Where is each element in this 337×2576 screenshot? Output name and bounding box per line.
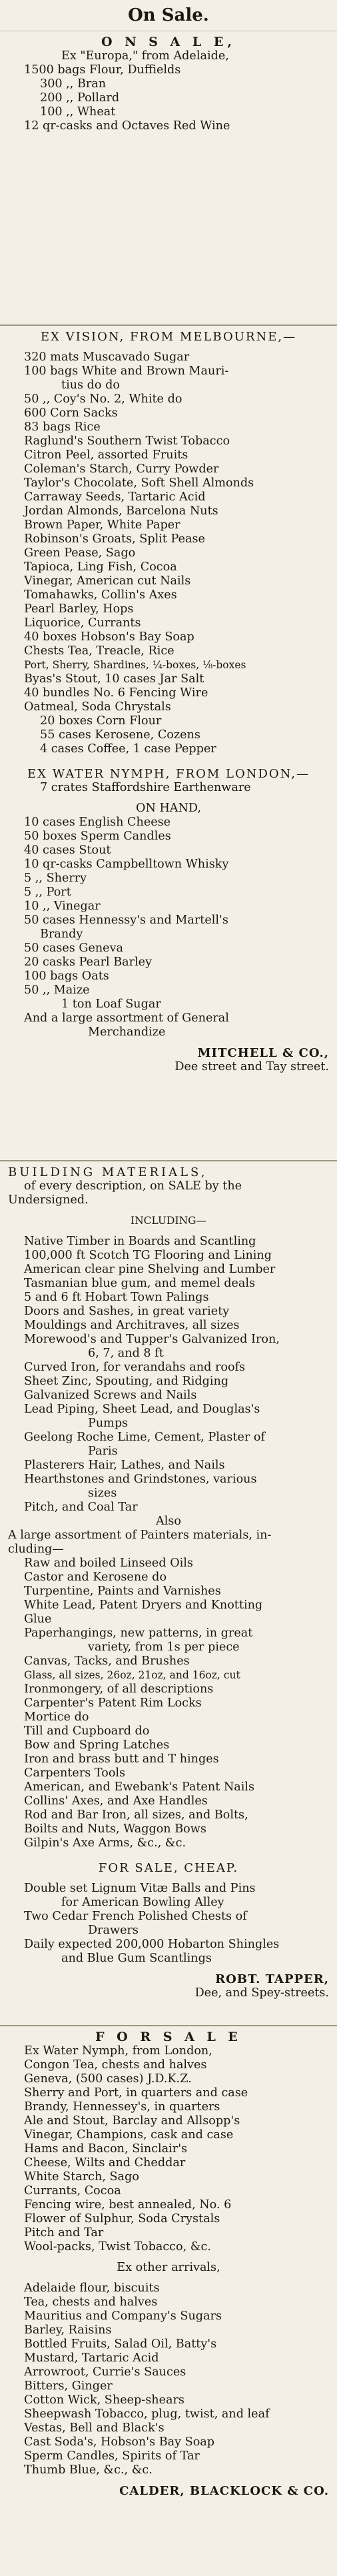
ad-line: Galvanized Screws and Nails [24,1389,197,1402]
ad-line: Carpenter's Patent Rim Locks [24,1696,202,1710]
ad-line: Sheet Zinc, Spouting, and Ridging [24,1375,229,1388]
ad-section-heading: ON HAND, [136,802,201,815]
ad-line: Pitch, and Coal Tar [24,1501,138,1514]
ad-line: Boilts and Nuts, Waggon Bows [24,1822,206,1836]
ad-line: Carraway Seeds, Tartaric Acid [24,490,206,504]
ad-line: and Blue Gum Scantlings [61,1952,212,1965]
ad-line: 10 ,, Vinegar [24,900,101,913]
ad-line: Doors and Sashes, in great variety [24,1305,230,1318]
ad-line: 50 cases Hennessy's and Martell's [24,914,228,927]
ad-line: Chests Tea, Treacle, Rice [24,644,174,658]
ad-line: Glass, all sizes, 26oz, 21oz, and 16oz, cut [24,1669,240,1681]
ad-line: 10 qr-casks Campbelltown Whisky [24,858,229,871]
ad-line: White Starch, Sago [24,2170,139,2184]
ad-line: Taylor's Chocolate, Soft Shell Almonds [24,476,254,490]
ad-line: 40 bundles No. 6 Fencing Wire [24,686,208,700]
ad-europa [0,31,337,326]
ad-line: Curved Iron, for verandahs and roofs [24,1361,246,1374]
ad-line: 10 cases English Cheese [24,816,171,829]
ad-line: Daily expected 200,000 Hobarton Shingles [24,1938,280,1951]
ad-line: 12 qr-casks and Octaves Red Wine [24,119,230,133]
ad-line: Rod and Bar Iron, all sizes, and Bolts, [24,1808,248,1822]
ad-line: 100 bags Oats [24,969,109,983]
ad-line: Currants, Cocoa [24,2184,121,2198]
ad-title: BUILDING MATERIALS, [8,1165,208,1179]
ad-line: Ex "Europa," from Adelaide, [61,49,229,63]
ad-line: Gilpin's Axe Arms, &c., &c. [24,1836,186,1850]
ad-line: Pearl Barley, Hops [24,602,134,616]
ad-signoff: CALDER, BLACKLOCK & CO. [119,2484,329,2498]
ad-line: Drawers [88,1924,139,1937]
ad-line: Vinegar, American cut Nails [24,574,191,588]
ad-line: Plasterers Hair, Lathes, and Nails [24,1459,225,1472]
ad-line: Coleman's Starch, Curry Powder [24,462,219,476]
page-title: On Sale. [0,0,337,31]
ad-line: 300 ,, Bran [40,77,107,91]
ad-line: And a large assortment of General [24,1011,229,1025]
ad-line: 50 ,, Maize [24,983,90,997]
ad-tapper [0,1161,337,2026]
ad-line: 4 cases Coffee, 1 case Pepper [40,742,216,756]
ad-line: Tea, chests and halves [24,2295,158,2309]
ad-line: Sherry and Port, in quarters and case [24,2086,248,2100]
ad-line: Geelong Roche Lime, Cement, Plaster of [24,1431,266,1444]
ad-title: EX VISION, FROM MELBOURNE,— [40,330,297,344]
ad-line: Citron Peel, assorted Fruits [24,448,188,462]
ad-line: Raw and boiled Linseed Oils [24,1557,193,1570]
ad-line: White Lead, Patent Dryers and Knotting [24,1599,263,1612]
ad-section-heading: INCLUDING— [130,1215,207,1227]
ad-line: Byas's Stout, 10 cases Jar Salt [24,672,204,686]
ad-line: Liquorice, Currants [24,616,141,630]
ad-line: for American Bowling Alley [61,1896,224,1909]
ad-line: 100 ,, Wheat [40,105,116,119]
ad-line: A large assortment of Painters materials, in- [8,1529,272,1542]
ad-line: Fencing wire, best annealed, No. 6 [24,2198,232,2212]
ad-line: Hams and Bacon, Sinclair's [24,2142,188,2156]
ad-line: 20 casks Pearl Barley [24,956,153,969]
ad-line: Canvas, Tacks, and Brushes [24,1654,190,1668]
ad-line: Collins' Axes, and Axe Handles [24,1794,208,1808]
ad-line: Morewood's and Tupper's Galvanized Iron, [24,1333,280,1346]
ad-line: Ironmongery, of all descriptions [24,1682,214,1696]
ad-line: 50 ,, Coy's No. 2, White do [24,392,182,406]
ad-line: Port, Sherry, Shardines, ¼-boxes, ⅛-boxes [24,659,246,671]
ad-line: American, and Ewebank's Patent Nails [24,1780,255,1794]
ad-line: Bow and Spring Latches [24,1738,170,1752]
ad-line: 20 boxes Corn Flour [40,714,162,728]
ad-signoff: ROBT. TAPPER, [215,1972,329,1986]
ad-line: Wool-packs, Twist Tobacco, &c. [24,2240,211,2254]
ad-title: F O R S A L E [95,2030,242,2044]
ad-line: Bottled Fruits, Salad Oil, Batty's [24,2337,217,2351]
ad-line: Tapioca, Ling Fish, Cocoa [24,560,177,574]
ad-line: Tasmanian blue gum, and memel deals [24,1277,256,1290]
ad-line: 5 ,, Sherry [24,872,87,885]
ad-subtitle: FOR SALE, CHEAP. [98,1861,239,1875]
ad-line: sizes [88,1487,117,1500]
ad-line: 320 mats Muscavado Sugar [24,350,190,364]
ad-line: Brandy, Hennessey's, in quarters [24,2100,220,2114]
ad-line: Paperhangings, new patterns, in great [24,1626,253,1640]
ad-line: Mortice do [24,1710,89,1724]
ad-line: Congon Tea, chests and halves [24,2058,207,2072]
ad-line: Geneva, (500 cases) J.D.K.Z. [24,2072,192,2086]
ad-signoff: MITCHELL & CO., [197,1046,329,1060]
ad-line: Double set Lignum Vitæ Balls and Pins [24,1882,256,1895]
ad-line: 7 crates Staffordshire Earthenware [40,781,251,794]
ad-line: 100 bags White and Brown Mauri- [24,364,229,378]
ad-line: Pitch and Tar [24,2226,104,2240]
ad-line: Two Cedar French Polished Chests of [24,1910,247,1923]
ad-line: Tomahawks, Collin's Axes [24,588,177,602]
ad-line: Lead Piping, Sheet Lead, and Douglas's [24,1403,260,1416]
ad-line: 1 ton Loaf Sugar [61,997,161,1011]
ad-line: Sperm Candles, Spirits of Tar [24,2449,200,2463]
ad-line: Brandy [40,928,83,941]
ad-section-heading: Also [156,1515,181,1528]
ad-subtitle: EX WATER NYMPH, FROM LONDON,— [27,767,310,781]
ad-line: American clear pine Shelving and Lumber [24,1263,276,1276]
ad-section-heading: Ex other arrivals, [117,2261,220,2274]
ad-line: Mustard, Tartaric Acid [24,2351,159,2365]
ad-line: Till and Cupboard do [24,1724,150,1738]
ad-line: Cheese, Wilts and Cheddar [24,2156,186,2170]
ad-line: of every description, on SALE by the [24,1179,242,1193]
ad-line: 50 cases Geneva [24,942,124,955]
ad-line: Green Pease, Sago [24,546,136,560]
ad-line: Cast Soda's, Hobson's Bay Soap [24,2435,215,2449]
ad-line: Sheepwash Tobacco, plug, twist, and leaf [24,2407,270,2421]
ad-line: Flower of Sulphur, Soda Crystals [24,2212,220,2226]
ad-line: Arrowroot, Currie's Sauces [24,2365,186,2379]
ad-calder [0,2026,337,2576]
ad-line: 100,000 ft Scotch TG Flooring and Lining [24,1249,272,1262]
ad-line: Iron and brass butt and T hinges [24,1752,219,1766]
ad-line: Merchandize [88,1025,166,1039]
ad-line: Hearthstones and Grindstones, various [24,1473,257,1486]
ad-line: cluding— [8,1543,64,1556]
ad-line: 83 bags Rice [24,420,101,434]
ad-line: 200 ,, Pollard [40,91,120,105]
ad-line: 55 cases Kerosene, Cozens [40,728,200,742]
ad-line: Native Timber in Boards and Scantling [24,1235,256,1248]
ad-line: Jordan Almonds, Barcelona Nuts [24,504,218,518]
ad-title: O N S A L E, [101,35,236,49]
ad-address: Dee, and Spey-streets. [194,1986,329,2000]
ad-line: Ex Water Nymph, from London, [24,2044,212,2058]
ad-line: 40 cases Stout [24,844,111,857]
ad-line: Mouldings and Architraves, all sizes [24,1319,240,1332]
ad-line: Paris [88,1445,118,1458]
ad-line: Castor and Kerosene do [24,1571,167,1584]
ad-line: Vestas, Bell and Black's [24,2421,165,2435]
ad-line: Turpentine, Paints and Varnishes [24,1585,221,1598]
ad-line: Cotton Wick, Sheep-shears [24,2393,184,2407]
ad-line: variety, from 1s per piece [88,1640,240,1654]
ad-line: tius do do [61,378,120,392]
ad-line: Adelaide flour, biscuits [24,2281,160,2295]
ad-line: Brown Paper, White Paper [24,518,180,532]
ad-line: Ale and Stout, Barclay and Allsopp's [24,2114,240,2128]
ad-line: Vinegar, Champions, cask and case [24,2128,234,2142]
ad-line: Mauritius and Company's Sugars [24,2309,222,2323]
ad-line: Oatmeal, Soda Chrystals [24,700,171,714]
ad-address: Dee street and Tay street. [174,1060,329,1073]
ad-line: 6, 7, and 8 ft [88,1347,164,1360]
ad-line: Carpenters Tools [24,1766,126,1780]
ad-mitchell [0,326,337,1161]
ad-line: Bitters, Ginger [24,2379,113,2393]
ad-line: Raglund's Southern Twist Tobacco [24,434,230,448]
ad-line: 50 boxes Sperm Candles [24,830,171,843]
ad-line: 5 and 6 ft Hobart Town Palings [24,1291,209,1304]
ad-line: 40 boxes Hobson's Bay Soap [24,630,194,644]
ad-line: Barley, Raisins [24,2323,112,2337]
ad-line: Robinson's Groats, Split Pease [24,532,205,546]
ad-line: Pumps [88,1417,129,1430]
ad-line: 1500 bags Flour, Duffields [24,63,181,77]
ad-line: 5 ,, Port [24,886,71,899]
ad-line: Glue [24,1612,52,1626]
ad-line: 600 Corn Sacks [24,406,118,420]
ad-line: Thumb Blue, &c., &c. [24,2463,153,2477]
ad-line: Undersigned. [8,1193,89,1207]
